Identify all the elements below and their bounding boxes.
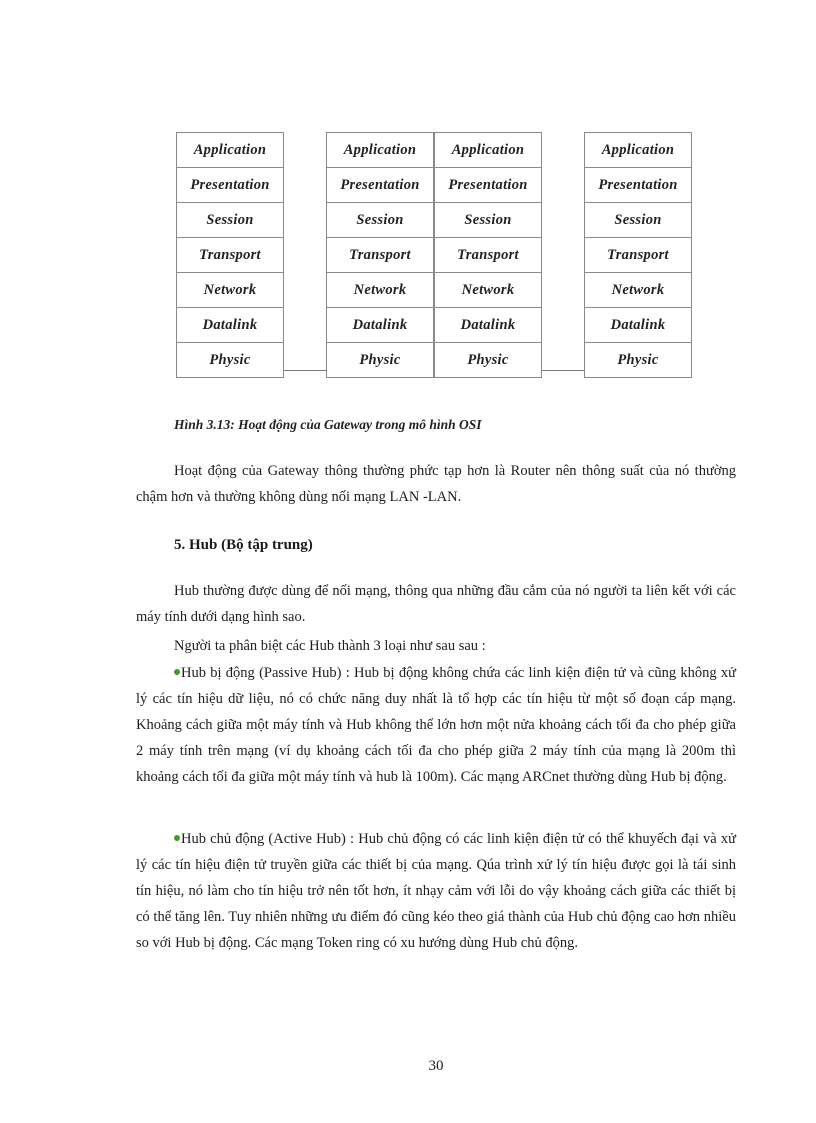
osi-layer-physic: Physic [176, 342, 284, 378]
osi-stack-host-b [584, 132, 692, 378]
page-number: 30 [428, 1058, 444, 1074]
osi-stack-host-a [176, 132, 284, 378]
osi-layer-network: Network [326, 272, 434, 307]
osi-layer-network: Network [584, 272, 692, 307]
osi-layer-transport: Transport [176, 237, 284, 272]
physical-link-right [542, 370, 584, 371]
osi-layer-application: Application [326, 132, 434, 167]
osi-layer-physic: Physic [434, 342, 542, 378]
osi-layer-datalink: Datalink [326, 307, 434, 342]
osi-layer-application: Application [176, 132, 284, 167]
osi-layer-transport: Transport [584, 237, 692, 272]
osi-layer-session: Session [326, 202, 434, 237]
osi-layer-session: Session [434, 202, 542, 237]
bullet-icon [174, 835, 180, 841]
bullet-text: Hub bị động (Passive Hub) : Hub bị động không chứa các linh kiện điện tử và cũng không xử lý các tín hiệu dữ liệu, nó có chức năng duy nhất là tổ hợp các tín hiệu từ một số đoạn cáp mạng. Khoảng cách giữa một máy tính và Hub không thể lớn hơn một nửa khoảng cách tối đa cho phép giữa 2 máy tính trên mạng (ví dụ khoảng cách tối đa cho phép giữa 2 máy tính của mạng là 200m thì khoảng cách tối đa giữa một máy tính và hub là 100m). Các mạng ARCnet thường dùng Hub bị động. [136, 665, 736, 785]
bullet-active-hub [136, 826, 736, 956]
osi-stack-gateway-right [434, 132, 542, 378]
osi-layer-transport: Transport [326, 237, 434, 272]
figure-caption: Hình 3.13: Hoạt động của Gateway trong mô hình OSI [174, 417, 482, 432]
paragraph-hub-types: Người ta phân biệt các Hub thành 3 loại như sau sau : [174, 638, 486, 654]
bullet-text: Hub chủ động (Active Hub) : Hub chủ động có các linh kiện điện tử có thể khuyếch đại và xử lý các tín hiệu điện tử truyền giữa các thiết bị của mạng. Qúa trình xử lý tín hiệu được gọi là tái sinh tín hiệu, nó làm cho tín hiệu trở nên tốt hơn, ít nhạy cảm với lỗi do vậy khoảng cách giữa các thiết bị có thể tăng lên. Tuy nhiên những ưu điểm đó cũng kéo theo giá thành của Hub chủ động cao hơn nhiều so với Hub bị động. Các mạng Token ring có xu hướng dùng Hub chủ động. [136, 831, 736, 951]
section-heading: 5. Hub (Bộ tập trung) [174, 537, 313, 553]
osi-layer-datalink: Datalink [584, 307, 692, 342]
osi-layer-application: Application [584, 132, 692, 167]
osi-layer-application: Application [434, 132, 542, 167]
osi-layer-session: Session [584, 202, 692, 237]
osi-layer-presentation: Presentation [326, 167, 434, 202]
bullet-icon [174, 669, 180, 675]
osi-layer-session: Session [176, 202, 284, 237]
osi-layer-network: Network [434, 272, 542, 307]
osi-layer-physic: Physic [584, 342, 692, 378]
physical-link-left [284, 370, 326, 371]
osi-layer-transport: Transport [434, 237, 542, 272]
bullet-passive-hub [136, 660, 736, 790]
osi-layer-presentation: Presentation [176, 167, 284, 202]
paragraph-gateway-performance: Hoạt động của Gateway thông thường phức tạp hơn là Router nên thông suất của nó thường chậm hơn và thường không dùng nối mạng LAN -LAN. [136, 463, 736, 505]
osi-layer-presentation: Presentation [434, 167, 542, 202]
osi-stack-gateway-left [326, 132, 434, 378]
osi-layer-presentation: Presentation [584, 167, 692, 202]
osi-layer-network: Network [176, 272, 284, 307]
osi-layer-datalink: Datalink [434, 307, 542, 342]
osi-layer-physic: Physic [326, 342, 434, 378]
osi-layer-datalink: Datalink [176, 307, 284, 342]
paragraph-hub-intro: Hub thường được dùng để nối mạng, thông qua những đầu cắm của nó người ta liên kết với các máy tính dưới dạng hình sao. [136, 583, 736, 625]
